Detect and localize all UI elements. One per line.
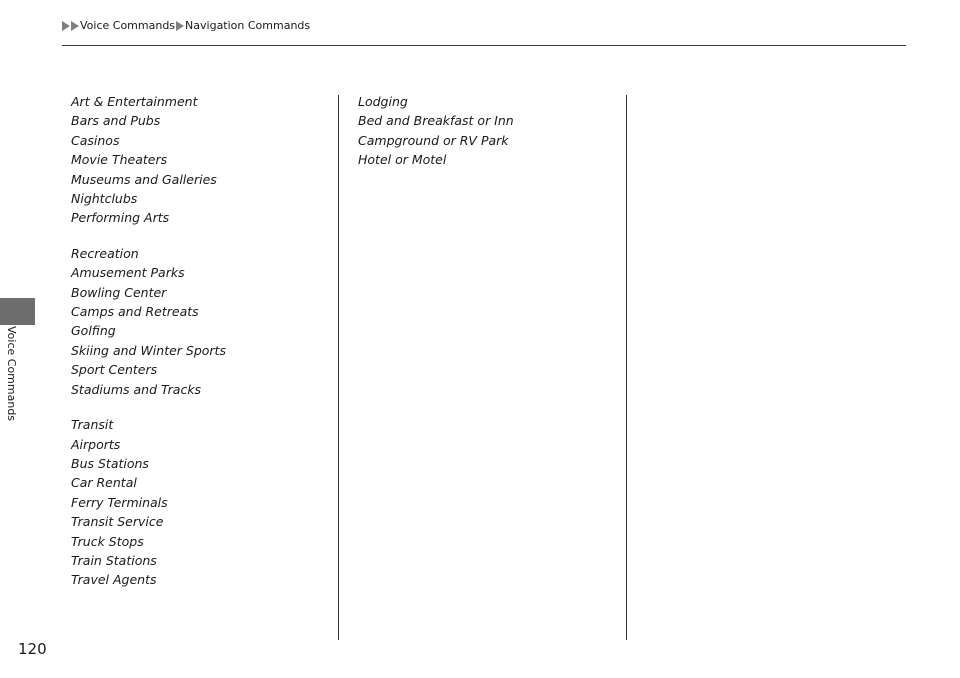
breadcrumb-arrow-icon — [62, 21, 70, 31]
command-item: Campground or RV Park — [358, 132, 509, 148]
column-divider — [626, 95, 627, 640]
command-item: Truck Stops — [71, 533, 144, 549]
command-item: Movie Theaters — [71, 152, 168, 168]
breadcrumb-arrow-icon — [176, 21, 184, 31]
command-item: Nightclubs — [71, 191, 138, 207]
command-item: Bars and Pubs — [71, 113, 161, 129]
command-item: Golfing — [71, 323, 116, 339]
command-item: Bed and Breakfast or Inn — [358, 113, 514, 129]
section-side-label-text: Voice Commands — [5, 326, 18, 422]
command-item: Hotel or Motel — [358, 152, 447, 168]
header-divider — [62, 45, 906, 46]
command-item: Ferry Terminals — [71, 494, 168, 510]
command-column-left — [71, 92, 331, 606]
command-item: Travel Agents — [71, 572, 157, 588]
command-group-lodging — [358, 92, 618, 170]
command-column-middle — [358, 92, 618, 186]
command-item: Bus Stations — [71, 455, 149, 471]
breadcrumb-arrow-icon — [71, 21, 79, 31]
command-item: Airports — [71, 436, 121, 452]
breadcrumb-item-navigation-commands[interactable]: Navigation Commands — [185, 19, 311, 32]
column-divider — [338, 95, 339, 640]
command-category-heading: Transit — [71, 417, 114, 433]
command-item: Skiing and Winter Sports — [71, 342, 226, 358]
command-item: Car Rental — [71, 475, 137, 491]
command-item: Casinos — [71, 132, 120, 148]
command-item: Amusement Parks — [71, 265, 185, 281]
breadcrumb-item-voice-commands[interactable]: Voice Commands — [80, 19, 176, 32]
command-item: Bowling Center — [71, 284, 167, 300]
command-item: Performing Arts — [71, 210, 170, 226]
section-tab-marker — [0, 298, 35, 325]
command-category-heading: Lodging — [358, 94, 408, 109]
command-item: Museums and Galleries — [71, 171, 217, 187]
command-category-heading: Art & Entertainment — [71, 94, 198, 109]
command-group-transit — [71, 415, 331, 590]
command-group-entertainment — [71, 92, 331, 228]
section-side-label — [5, 326, 25, 438]
breadcrumb — [62, 19, 311, 32]
command-category-heading: Recreation — [71, 245, 139, 261]
command-item: Sport Centers — [71, 362, 158, 378]
page-number: 120 — [18, 640, 47, 658]
command-item: Camps and Retreats — [71, 304, 199, 320]
command-item: Stadiums and Tracks — [71, 381, 202, 397]
command-item: Train Stations — [71, 552, 157, 568]
command-item: Transit Service — [71, 514, 164, 530]
command-group-recreation — [71, 244, 331, 399]
